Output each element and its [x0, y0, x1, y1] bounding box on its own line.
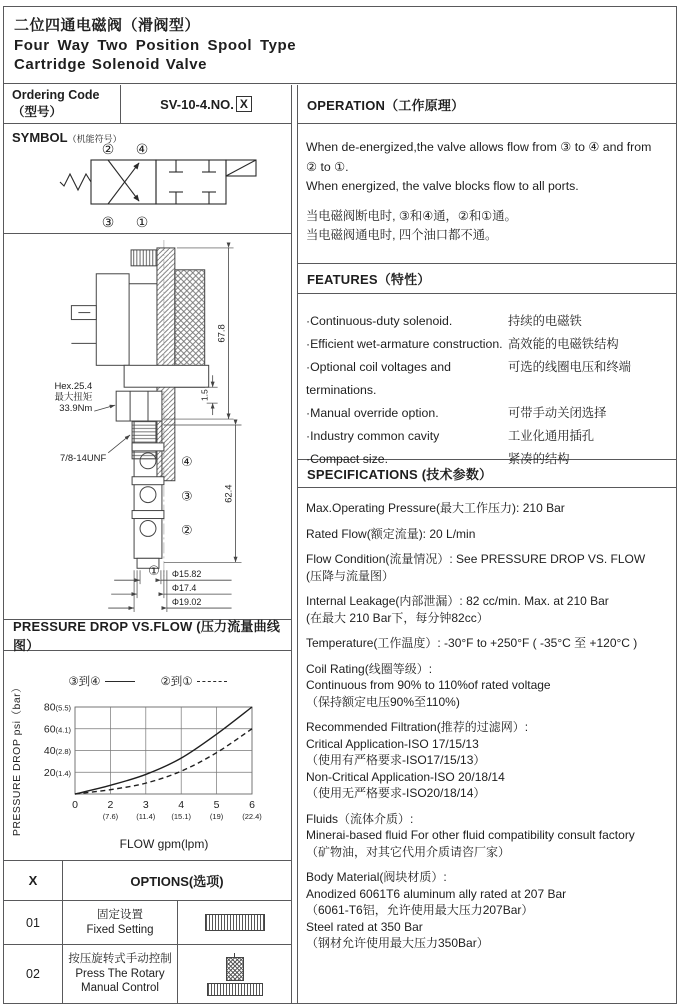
spec-line: Rated Flow(额定流量): 20 L/min: [306, 526, 476, 541]
option-code: 01: [4, 901, 63, 944]
drawing-port-1: ①: [148, 563, 160, 579]
page-title-en-2: Cartridge Solenoid Valve: [14, 56, 208, 73]
x-tick-sublabel: (7.6): [102, 812, 119, 821]
specifications-body: [298, 488, 676, 1003]
spec-paragraph: [306, 500, 670, 517]
operation-text-en: When energized, the valve blocks flow to all ports.: [306, 179, 579, 193]
coil-base-flange: [124, 365, 209, 387]
pressure-drop-chart: [4, 651, 291, 861]
thread-leader-line: [108, 435, 130, 453]
features-section-header: FEATURES（特性）: [298, 264, 676, 294]
spec-line: （保持额定电压90%至110%): [306, 694, 460, 709]
operation-section-header: OPERATION（工作原理）: [298, 85, 676, 124]
legend-item: [68, 673, 134, 689]
spring-symbol: [60, 174, 91, 190]
y-tick-label: 20(1.4): [43, 766, 71, 779]
feature-text-en: ·Efficient wet-armature construction.: [306, 337, 503, 351]
spec-line: Internal Leakage(内部泄漏）: 82 cc/min. Max. at 210 Bar: [306, 594, 609, 608]
y-tick-label: 60(4.1): [43, 723, 71, 736]
symbol-port-4: ④: [135, 141, 149, 157]
spec-line: Fluids（流体介质）:: [306, 811, 414, 826]
feature-text-zh: 紧凑的结构: [508, 452, 570, 466]
feature-text-en: ·Continuous-duty solenoid.: [306, 314, 453, 328]
x-tick-label: 0: [72, 799, 78, 811]
drawing-port-2: ②: [181, 522, 193, 538]
feature-text-zh: 工业化通用插孔: [508, 429, 595, 443]
spec-line: Recommended Filtration(推荐的过滤网）:: [306, 720, 529, 734]
specifications-section-header: SPECIFICATIONS (技术参数）: [298, 460, 676, 488]
legend-line-sample-dashed: [197, 681, 227, 682]
operation-text-zh: 当电磁阀断电时, ③和④通，②和①通。: [306, 208, 517, 223]
symbol-blocked-box: [156, 160, 226, 204]
hex-label-line2: 最大扭矩: [54, 392, 93, 404]
x-tick-label: 6: [249, 799, 255, 811]
spec-line: Minerai-based fluid For other fluid compatibility consult factory: [306, 828, 635, 842]
spec-line: Continuous from 90% to 110%of rated voltage: [306, 678, 551, 692]
feature-text-zh: 持续的电磁铁: [508, 314, 582, 328]
spec-line: Critical Application-ISO 17/15/13: [306, 736, 479, 751]
y-tick-label: 40(2.8): [43, 745, 71, 757]
legend-item: [161, 673, 227, 689]
spec-line: （使用无严格要求-ISO20/18/14）: [306, 786, 486, 800]
feature-row: [306, 425, 670, 448]
feature-text-zh: 可带手动关闭选择: [508, 406, 607, 420]
spec-paragraph: [306, 661, 670, 711]
feature-row: [306, 310, 670, 333]
option-row: [4, 945, 291, 1003]
connector-housing: [96, 274, 129, 366]
operation-text-zh: 当电磁阀通电时, 四个油口都不通。: [306, 228, 498, 242]
feature-text-zh: 可选的线圈电压和终端: [508, 360, 631, 374]
feature-row: [306, 402, 670, 425]
symbol-crossed-box: [91, 160, 156, 204]
x-tick-sublabel: (15.1): [171, 812, 191, 821]
spec-line: （矿物油，对其它代用介质请咨厂家）: [306, 844, 511, 859]
symbol-title: SYMBOL（机能符号）: [12, 130, 122, 145]
page-title-en-1: Four Way Two Position Spool Type: [14, 37, 297, 54]
spec-line: Anodized 6061T6 aluminum ally rated at 207 Bar: [306, 886, 567, 901]
option-description-line: 固定设置: [97, 909, 143, 922]
feature-row: [306, 356, 670, 402]
legend-label: ③到④: [68, 676, 101, 688]
legend-line-sample-solid: [105, 681, 135, 682]
drawing-port-4: ④: [181, 453, 193, 469]
option-description-line: Manual Control: [81, 982, 159, 995]
spec-line: Max.Operating Pressure(最大工作压力): 210 Bar: [306, 501, 565, 515]
spec-line: （钢材允许使用最大压力350Bar）: [306, 936, 489, 950]
rotary-knob: [226, 957, 244, 981]
spec-line: Body Material(阀块材质）:: [306, 870, 447, 884]
chart-x-axis-label: FLOW gpm(lpm): [119, 837, 209, 851]
symbol-port-3: ③: [101, 214, 115, 230]
feature-text-en: ·Compact size.: [306, 452, 389, 466]
operation-gap: [306, 197, 668, 207]
hex-nut: [116, 391, 162, 421]
drawing-port-3: ③: [181, 488, 193, 504]
legend-label: ②到①: [160, 676, 193, 688]
thread-section: [132, 421, 156, 459]
option-code: 02: [4, 945, 63, 1003]
pressure-drop-section-header: PRESSURE DROP VS.FLOW (压力流量曲线图）: [4, 620, 291, 651]
title-block: [4, 7, 676, 84]
operation-text-en: When de-energized,the valve allows flow from ③ to ④ and from: [306, 140, 652, 154]
ordering-code-row: [4, 85, 291, 124]
x-tick-label: 4: [178, 799, 185, 811]
hydraulic-symbol-diagram: [4, 124, 292, 234]
operation-text-en: ② to ①.: [306, 159, 349, 174]
spec-paragraph: [306, 869, 670, 952]
rotary-base-bar: [207, 983, 263, 996]
ordering-code-value: [121, 85, 291, 123]
body-land: [132, 443, 164, 451]
ordering-code-prefix: SV-10-4.NO.: [160, 96, 234, 112]
operation-body: [298, 124, 676, 264]
option-description-line: Fixed Setting: [86, 923, 154, 936]
symbol-section: [4, 124, 291, 234]
rotary-manual-icon: [178, 945, 291, 1003]
hex-label-line1: Hex.25.4: [54, 381, 93, 393]
ordering-code-variable-box: X: [236, 96, 252, 112]
dim-text-1-5: 1.5: [199, 389, 210, 402]
left-column: [4, 85, 292, 1003]
fixed-setting-knurl-bar: [205, 914, 265, 931]
page-title-zh: 二位四通电磁阀（滑阀型）: [14, 17, 201, 34]
feature-text-en: ·Industry common cavity: [306, 429, 440, 443]
drawing-section: [4, 234, 291, 620]
y-tick-label: 80(5.5): [43, 701, 71, 714]
body-land: [132, 511, 164, 519]
option-description: [63, 901, 178, 944]
features-list: [298, 294, 676, 466]
thread-label: 7/8-14UNF: [60, 452, 107, 464]
series-curve-dashed: [75, 729, 252, 794]
dim-text-67-8: 67.8: [216, 324, 228, 343]
x-tick-sublabel: (19): [209, 812, 224, 821]
hex-leader-line: [94, 405, 115, 411]
feature-row: [306, 333, 670, 356]
options-col-x-header: X: [4, 861, 63, 900]
valve-cross-section-drawing: [4, 234, 292, 620]
feature-text-en: ·Manual override option.: [306, 406, 439, 420]
options-table: [4, 861, 291, 1003]
feature-text-zh: 高效能的电磁铁结构: [508, 337, 619, 351]
options-table-header: [4, 861, 291, 901]
chart-y-axis-label: PRESSURE DROP psi（bar）: [11, 681, 23, 837]
spec-line: Temperature(工作温度）: -30°F to +250°F ( -35°C 至 +120°C ): [306, 636, 638, 650]
chart-legend: [4, 673, 291, 689]
dim-text-d2: Φ17.4: [171, 583, 197, 594]
spec-line: （使用有严格要求-ISO17/15/13）: [306, 753, 486, 767]
spec-paragraph: [306, 719, 670, 802]
port-hole-2: [140, 521, 156, 537]
fixed-setting-icon: [178, 901, 291, 944]
spec-line: (压降与流量图）: [306, 568, 394, 583]
symbol-port-1: ①: [135, 214, 149, 230]
dim-text-d1: Φ15.82: [171, 569, 202, 580]
spec-line: Steel rated at 350 Bar: [306, 919, 423, 934]
spec-paragraph: [306, 551, 670, 584]
spec-line: (在最大 210 Bar下，每分钟82cc）: [306, 610, 489, 625]
option-row: [4, 901, 291, 945]
solenoid-diagonal: [226, 160, 256, 176]
top-nut: [131, 250, 157, 266]
option-description: [63, 945, 178, 1003]
x-tick-label: 3: [142, 799, 149, 811]
x-tick-sublabel: (11.4): [136, 812, 156, 821]
x-tick-sublabel: (22.4): [242, 812, 262, 821]
spec-line: Non-Critical Application-ISO 20/18/14: [306, 769, 505, 784]
x-tick-label: 2: [107, 799, 114, 811]
spec-line: Coil Rating(线圈等级）:: [306, 661, 433, 676]
option-description-line: 按压旋转式手动控制: [68, 953, 172, 966]
ordering-code-label: Ordering Code（型号）: [4, 85, 121, 123]
symbol-port-2: ②: [101, 141, 115, 157]
spec-line: Flow Condition(流量情况）: See PRESSURE DROP VS. FLOW: [306, 552, 646, 566]
spec-paragraph: [306, 811, 670, 861]
spec-paragraph: [306, 635, 670, 652]
hex-label-line3: 33.9Nm: [59, 403, 93, 415]
spec-paragraph: [306, 526, 670, 543]
feature-text-en: ·Optional coil voltages and terminations.: [306, 360, 451, 397]
flow-path-2-to-1: [108, 160, 139, 201]
spec-paragraph: [306, 593, 670, 626]
spec-line: （6061-T6铝，允许使用最大压力207Bar）: [306, 903, 534, 917]
x-tick-label: 5: [213, 799, 220, 811]
port-hole-3: [140, 487, 156, 503]
page-frame: [3, 6, 677, 1004]
options-rows: [4, 901, 291, 1003]
dim-text-d3: Φ19.02: [171, 597, 202, 608]
right-column: [297, 85, 676, 1003]
option-description-line: Press The Rotary: [75, 967, 165, 980]
body-land: [132, 477, 164, 485]
dim-text-62-4: 62.4: [223, 484, 235, 503]
options-col-options-header: OPTIONS(选项): [130, 874, 224, 889]
flow-path-3-to-4: [108, 163, 139, 204]
